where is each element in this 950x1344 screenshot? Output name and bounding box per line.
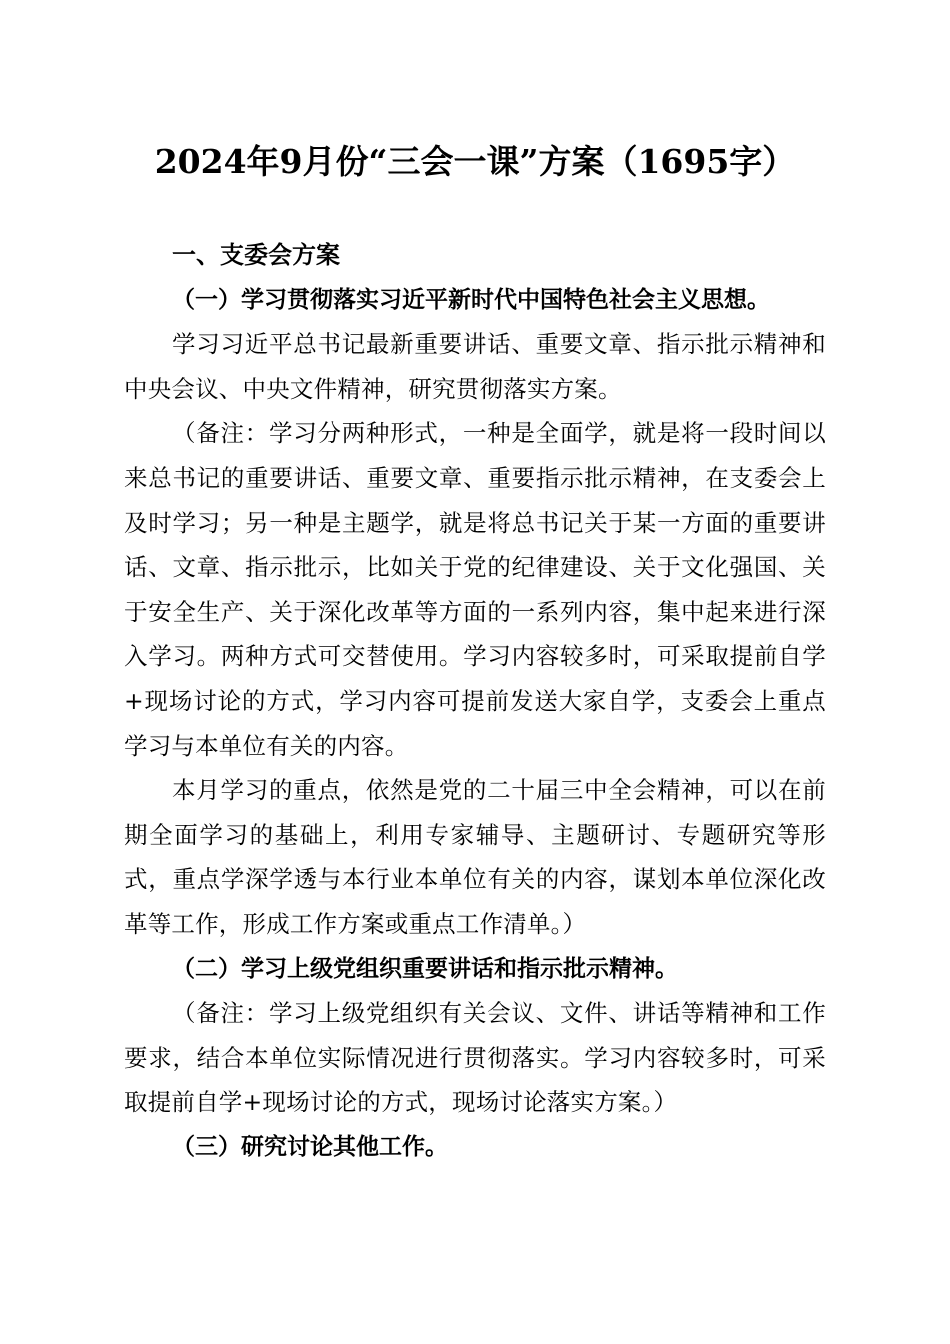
section-heading: 一、支委会方案 bbox=[172, 241, 340, 269]
subsection-heading-1: （一）学习贯彻落实习近平新时代中国特色社会主义思想。 bbox=[172, 285, 770, 313]
note-paragraph: （备注：学习上级党组织有关会议、文件、讲话等精神和工作要求，结合本单位实际情况进行贯彻落实。学习内容较多时，可采取提前自学+现场讨论的方式，现场讨论落实方案。） bbox=[124, 999, 826, 1117]
note-paragraph: （备注：学习分两种形式，一种是全面学，就是将一段时间以来总书记的重要讲话、重要文章、重要指示批示精神，在支委会上及时学习；另一种是主题学，就是将总书记关于某一方面的重要讲话、文章、指示批示，比如关于党的纪律建设、关于文化强国、关于安全生产、关于深化改革等方面的一系列内容，集中起来进行深入学习。两种方式可交替使用。学习内容较多时，可采取提前自学+现场讨论的方式，学习内容可提前发送大家自学，支委会上重点学习与本单位有关的内容。 bbox=[124, 419, 826, 760]
paragraph: 学习习近平总书记最新重要讲话、重要文章、指示批示精神和中央会议、中央文件精神，研究贯彻落实方案。 bbox=[124, 330, 826, 403]
subsection-heading-2: （二）学习上级党组织重要讲话和指示批示精神。 bbox=[172, 954, 678, 982]
document-body bbox=[124, 233, 826, 1169]
paragraph: 本月学习的重点，依然是党的二十届三中全会精神，可以在前期全面学习的基础上，利用专家辅导、主题研讨、专题研究等形式，重点学深学透与本行业本单位有关的内容，谋划本单位深化改革等工作，形成工作方案或重点工作清单。） bbox=[124, 776, 826, 938]
document-title: 2024年9月份“三会一课”方案（1695字） bbox=[154, 142, 796, 181]
subsection-heading-3: （三）研究讨论其他工作。 bbox=[172, 1132, 448, 1160]
